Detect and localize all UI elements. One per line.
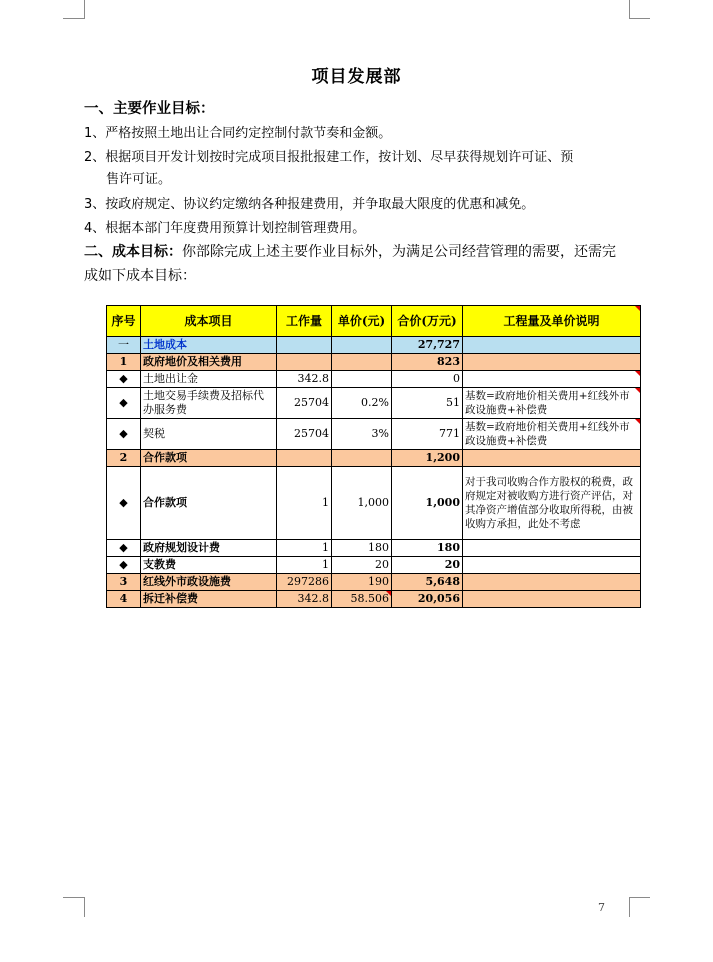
table-row — [107, 557, 641, 574]
row-total: 20,056 — [392, 591, 463, 608]
row-bullet: ◆ — [107, 371, 141, 388]
crop-mark — [84, 897, 85, 917]
row-item: 契税 — [141, 419, 277, 450]
row-note — [463, 371, 641, 388]
row-price — [332, 337, 392, 354]
table-header-row — [107, 306, 641, 337]
row-no: 2 — [107, 450, 141, 467]
header-item: 成本项目 — [141, 306, 277, 337]
crop-mark — [629, 18, 650, 19]
row-note — [463, 354, 641, 371]
row-total: 1,200 — [392, 450, 463, 467]
row-qty: 342.8 — [277, 371, 332, 388]
row-qty: 1 — [277, 557, 332, 574]
row-qty — [277, 354, 332, 371]
row-bullet: ◆ — [107, 540, 141, 557]
goal-item-2: 2、根据项目开发计划按时完成项目报批报建工作，按计划、尽早获得规划许可证、预 — [84, 150, 574, 165]
row-item: 土地成本 — [141, 337, 277, 354]
table-row — [107, 467, 641, 540]
row-bullet: ◆ — [107, 467, 141, 540]
row-total: 823 — [392, 354, 463, 371]
row-note — [463, 591, 641, 608]
table-row — [107, 419, 641, 450]
header-qty: 工作量 — [277, 306, 332, 337]
row-note — [463, 450, 641, 467]
section2-label: 二、成本目标： — [84, 244, 182, 260]
header-note: 工程量及单价说明 — [463, 306, 641, 337]
page-title: 项目发展部 — [311, 67, 402, 87]
row-note — [463, 557, 641, 574]
row-item: 支教费 — [141, 557, 277, 574]
row-qty: 25704 — [277, 419, 332, 450]
crop-mark — [629, 0, 630, 19]
header-total: 合价(万元) — [392, 306, 463, 337]
row-total: 5,648 — [392, 574, 463, 591]
section2-paragraph — [84, 241, 616, 261]
row-no: 3 — [107, 574, 141, 591]
row-qty — [277, 337, 332, 354]
row-note — [463, 540, 641, 557]
row-total: 27,727 — [392, 337, 463, 354]
row-no: 4 — [107, 591, 141, 608]
crop-mark — [629, 897, 650, 898]
row-price — [332, 450, 392, 467]
row-item: 合作款项 — [141, 450, 277, 467]
row-item: 土地交易手续费及招标代办服务费 — [141, 388, 277, 419]
row-qty — [277, 450, 332, 467]
row-qty: 342.8 — [277, 591, 332, 608]
row-item: 合作款项 — [141, 467, 277, 540]
row-qty: 25704 — [277, 388, 332, 419]
row-no: 1 — [107, 354, 141, 371]
row-note — [463, 337, 641, 354]
crop-mark — [63, 897, 84, 898]
goal-item-4: 4、根据本部门年度费用预算计划控制管理费用。 — [84, 221, 366, 236]
row-qty: 1 — [277, 467, 332, 540]
page-number: 7 — [598, 901, 605, 914]
row-total: 180 — [392, 540, 463, 557]
row-note: 基数=政府地价相关费用+红线外市政设施费+补偿费 — [463, 388, 641, 419]
row-total: 1,000 — [392, 467, 463, 540]
goal-item-2-cont: 售许可证。 — [106, 172, 172, 187]
row-qty: 297286 — [277, 574, 332, 591]
goal-item-3: 3、按政府规定、协议约定缴纳各种报建费用，并争取最大限度的优惠和减免。 — [84, 197, 535, 212]
table-row — [107, 450, 641, 467]
row-price: 190 — [332, 574, 392, 591]
row-total: 771 — [392, 419, 463, 450]
section1-heading: 一、主要作业目标： — [84, 101, 215, 117]
row-price: 58.506 — [332, 591, 392, 608]
table-row — [107, 574, 641, 591]
row-note: 基数=政府地价相关费用+红线外市政设施费+补偿费 — [463, 419, 641, 450]
table-row — [107, 388, 641, 419]
row-price: 0.2% — [332, 388, 392, 419]
row-item: 拆迁补偿费 — [141, 591, 277, 608]
row-bullet: ◆ — [107, 388, 141, 419]
table-row — [107, 371, 641, 388]
section2-text: 你部除完成上述主要作业目标外，为满足公司经营管理的需要，还需完 — [182, 244, 616, 260]
row-item: 政府规划设计费 — [141, 540, 277, 557]
row-item: 政府地价及相关费用 — [141, 354, 277, 371]
header-price: 单价(元) — [332, 306, 392, 337]
row-price: 180 — [332, 540, 392, 557]
header-no: 序号 — [107, 306, 141, 337]
crop-mark — [84, 0, 85, 19]
cost-table — [106, 305, 641, 608]
row-bullet: ◆ — [107, 419, 141, 450]
row-note: 对于我司收购合作方股权的税费，政府规定对被收购方进行资产评估，对其净资产增值部分收取所得税，由被收购方承担，此处不考虑 — [463, 467, 641, 540]
row-total: 51 — [392, 388, 463, 419]
table-row — [107, 337, 641, 354]
row-bullet: ◆ — [107, 557, 141, 574]
goal-item-1: 1、严格按照土地出让合同约定控制付款节奏和金额。 — [84, 126, 392, 141]
row-qty: 1 — [277, 540, 332, 557]
row-item: 红线外市政设施费 — [141, 574, 277, 591]
table-row — [107, 591, 641, 608]
row-no: 一 — [107, 337, 141, 354]
row-price: 20 — [332, 557, 392, 574]
table-row — [107, 540, 641, 557]
crop-mark — [629, 897, 630, 917]
crop-mark — [63, 18, 84, 19]
row-price — [332, 371, 392, 388]
row-price — [332, 354, 392, 371]
row-note — [463, 574, 641, 591]
section2-paragraph-cont: 成如下成本目标： — [84, 268, 196, 284]
table-row — [107, 354, 641, 371]
row-total: 20 — [392, 557, 463, 574]
row-price: 3% — [332, 419, 392, 450]
row-price: 1,000 — [332, 467, 392, 540]
row-item: 土地出让金 — [141, 371, 277, 388]
row-total: 0 — [392, 371, 463, 388]
